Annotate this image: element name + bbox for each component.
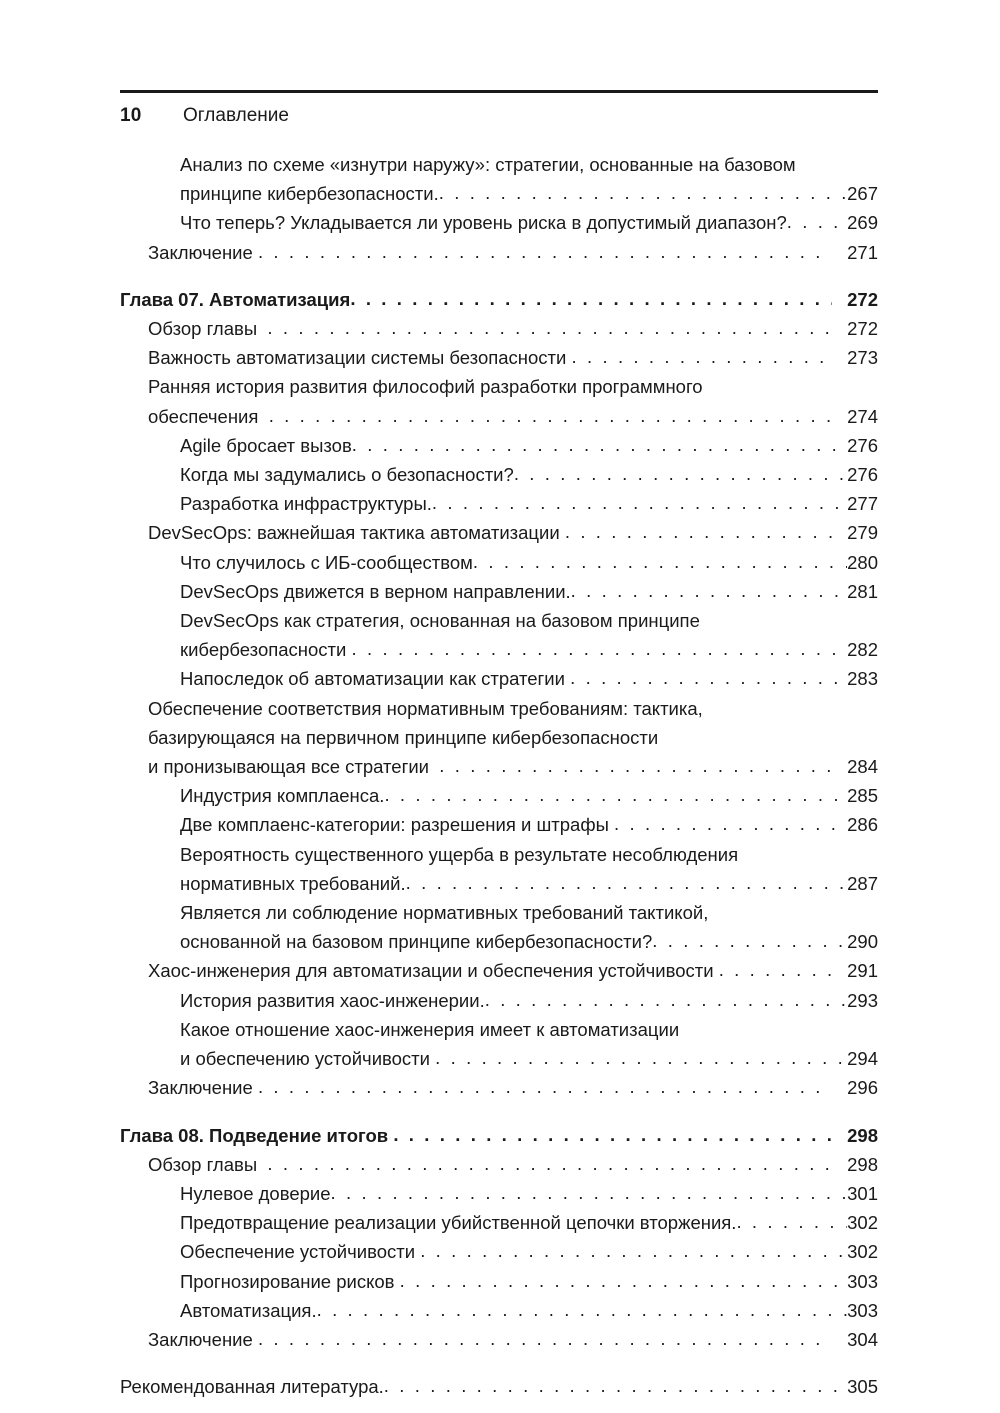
- toc-entry-lastline: [180, 869, 878, 898]
- toc-entry-lastline: [180, 986, 878, 1015]
- toc-entry-page-number: 298: [847, 1153, 878, 1175]
- toc-entry[interactable]: [120, 1267, 878, 1296]
- dot-leader: [439, 751, 832, 780]
- toc-entry-page-number: 287: [847, 872, 878, 894]
- toc-entry-lastline: [180, 1267, 878, 1296]
- dot-leader: [317, 1295, 848, 1324]
- toc-entry-line: DevSecOps как стратегия, основанная на базовом принципе: [180, 610, 700, 632]
- toc-entry-lastline: [180, 1044, 878, 1073]
- dot-leader: [406, 868, 848, 897]
- toc-entry-lastline: [148, 238, 878, 267]
- toc-entry-page-number: 273: [847, 347, 878, 369]
- toc-entry-page-number: 282: [847, 639, 878, 661]
- toc-entry-page-number: 285: [847, 785, 878, 807]
- toc-entry-lastline: [148, 343, 878, 372]
- dot-leader: [393, 1120, 832, 1149]
- toc-entry-lastline: [180, 927, 878, 956]
- toc-entry-page-number: 290: [847, 931, 878, 953]
- toc-entry-page-number: 303: [847, 1299, 878, 1321]
- toc-entry-page-number: 304: [847, 1328, 878, 1350]
- toc-entry-title: кибербезопасности: [180, 639, 352, 661]
- toc-entry-line: Ранняя история развития философий разработки программного: [148, 376, 703, 398]
- toc-entry-title: Заключение: [148, 1328, 258, 1350]
- toc-entry-lastline: [120, 285, 878, 314]
- toc-entry-title: Обзор главы: [148, 1153, 268, 1175]
- toc-entry-title: Разработка инфраструктуры.: [180, 493, 432, 515]
- dot-leader: [473, 547, 847, 576]
- toc-entry-title: DevSecOps: важнейшая тактика автоматизации: [148, 522, 565, 544]
- dot-leader: [269, 401, 832, 430]
- dot-leader: [384, 780, 847, 809]
- dot-leader: [432, 488, 847, 517]
- toc-entry-page-number: 305: [847, 1376, 878, 1398]
- toc-entry-page-number: 296: [847, 1077, 878, 1099]
- toc-entry-page-number: 284: [847, 756, 878, 778]
- dot-leader: [420, 1236, 847, 1265]
- toc-entry-lastline: [148, 518, 878, 547]
- toc-entry[interactable]: [120, 314, 878, 343]
- toc-entry-page-number: 277: [847, 493, 878, 515]
- toc-entry-title: Обеспечение устойчивости: [180, 1241, 421, 1263]
- toc-entry-title: Нулевое доверие: [180, 1182, 331, 1204]
- page-title: Оглавление: [183, 105, 289, 126]
- toc-entry-page-number: 302: [847, 1212, 878, 1234]
- dot-leader: [439, 178, 847, 207]
- toc-entry-lastline: [180, 460, 878, 489]
- toc-entry-lastline: [148, 314, 878, 343]
- toc-entry-lastline: [148, 1073, 878, 1102]
- running-head: [120, 90, 878, 127]
- toc-entry-lastline: [180, 781, 878, 810]
- dot-leader: [652, 926, 847, 955]
- toc-entry-title: принципе кибербезопасности.: [180, 183, 439, 205]
- toc-entry-title: Рекомендованная литература.: [120, 1376, 384, 1398]
- dot-leader: [258, 237, 832, 266]
- toc-entry[interactable]: [120, 1179, 878, 1208]
- toc-entry[interactable]: [120, 1121, 878, 1150]
- dot-leader: [719, 955, 832, 984]
- toc-entry[interactable]: [120, 208, 878, 237]
- dot-leader: [400, 1266, 847, 1295]
- toc-entry-line: Какое отношение хаос-инженерия имеет к автоматизации: [180, 1018, 680, 1040]
- dot-leader: [570, 663, 847, 692]
- toc-entry-line: Анализ по схеме «изнутри наружу»: стратегии, основанные на базовом: [180, 154, 796, 175]
- toc-entry[interactable]: [120, 606, 878, 664]
- toc-entry[interactable]: [120, 1015, 878, 1073]
- toc-entry-title: обеспечения: [148, 405, 269, 427]
- dot-leader: [352, 430, 847, 459]
- toc-entry-title: Автоматизация.: [180, 1299, 317, 1321]
- toc-entry[interactable]: [120, 1208, 878, 1237]
- toc-entry-title: Agile бросает вызов: [180, 434, 352, 456]
- toc-entry[interactable]: [120, 694, 878, 782]
- dot-leader: [565, 517, 832, 546]
- toc-entry-page-number: 269: [847, 212, 878, 234]
- toc-entry-title: Прогнозирование рисков: [180, 1270, 400, 1292]
- toc-entry-page-number: 272: [847, 288, 878, 310]
- toc-entry-page-number: 281: [847, 580, 878, 602]
- toc-entry-lastline: [180, 1179, 878, 1208]
- toc-entry-lastline: [148, 1325, 878, 1354]
- toc-entry-page-number: 293: [847, 989, 878, 1011]
- toc-entry-page-number: 267: [847, 183, 878, 205]
- toc-entry-title: Хаос-инженерия для автоматизации и обеспечения устойчивости: [148, 960, 719, 982]
- toc-entry-page-number: 301: [847, 1182, 878, 1204]
- toc-entry-lastline: [180, 179, 878, 208]
- toc-entry-lastline: [180, 810, 878, 839]
- toc-entry[interactable]: [120, 372, 878, 430]
- dot-leader: [485, 985, 847, 1014]
- toc-entry-page-number: 280: [847, 551, 878, 573]
- dot-leader: [736, 1207, 847, 1236]
- toc-entry-lastline: [148, 752, 878, 781]
- toc-entry-lastline: [180, 664, 878, 693]
- header-rule: [120, 90, 878, 93]
- toc-entry[interactable]: [120, 1150, 878, 1179]
- toc-entry-line: Обеспечение соответствия нормативным требованиям: тактика,: [148, 697, 703, 719]
- toc-entry-page-number: 291: [847, 960, 878, 982]
- dot-leader: [571, 576, 847, 605]
- toc-entry-title: Что случилось с ИБ-сообществом: [180, 551, 473, 573]
- toc-entry[interactable]: [120, 460, 878, 489]
- toc-entry-lastline: [180, 1208, 878, 1237]
- toc-entry-lastline: [120, 1372, 878, 1401]
- toc-entry-lastline: [180, 577, 878, 606]
- dot-leader: [514, 459, 847, 488]
- toc-entry-title: и пронизывающая все стратегии: [148, 756, 440, 778]
- dot-leader: [787, 207, 847, 236]
- toc-entry-title: Что теперь? Укладывается ли уровень риска в допустимый диапазон?: [180, 212, 787, 234]
- toc-entry-title: Индустрия комплаенса.: [180, 785, 385, 807]
- toc-entry-title: DevSecOps движется в верном направлении.: [180, 580, 571, 602]
- toc-entry[interactable]: [120, 1372, 878, 1401]
- toc-entry-lastline: [180, 489, 878, 518]
- toc-entry[interactable]: [120, 285, 878, 314]
- toc-entry[interactable]: [120, 1296, 878, 1325]
- toc-entry-page-number: 283: [847, 668, 878, 690]
- dot-leader: [267, 313, 832, 342]
- toc-entry-page-number: 302: [847, 1241, 878, 1263]
- toc-entry-lastline: [180, 208, 878, 237]
- toc-entry-title: Напоследок об автоматизации как стратегии: [180, 668, 571, 690]
- toc-entry[interactable]: [120, 810, 878, 839]
- toc-entry-page-number: 298: [847, 1124, 878, 1146]
- toc-entry-lastline: [180, 431, 878, 460]
- toc-entry-page-number: 303: [847, 1270, 878, 1292]
- toc-entry-title: Обзор главы: [148, 318, 268, 340]
- header-row: [120, 105, 878, 127]
- toc-entry[interactable]: [120, 1237, 878, 1266]
- toc-entry-lastline: [148, 1150, 878, 1179]
- dot-leader: [572, 342, 833, 371]
- toc-entry[interactable]: [120, 548, 878, 577]
- toc-entry-page-number: 276: [847, 464, 878, 486]
- toc-entry-lastline: [180, 1237, 878, 1266]
- toc-entry-title: Предотвращение реализации убийственной цепочки вторжения.: [180, 1212, 737, 1234]
- toc-list: [120, 150, 878, 1401]
- toc-entry-title: Заключение: [148, 1077, 258, 1099]
- toc-entry-lastline: [180, 548, 878, 577]
- dot-leader: [258, 1072, 832, 1101]
- toc-entry-title: Важность автоматизации системы безопасности: [148, 347, 572, 369]
- toc-entry-page-number: 272: [847, 318, 878, 340]
- toc-entry[interactable]: [120, 343, 878, 372]
- dot-leader: [384, 1371, 847, 1400]
- dot-leader: [258, 1324, 832, 1353]
- toc-entry-page-number: 279: [847, 522, 878, 544]
- toc-entry-title: и обеспечению устойчивости: [180, 1048, 436, 1070]
- toc-entry-page-number: 294: [847, 1048, 878, 1070]
- toc-entry[interactable]: [120, 840, 878, 898]
- toc-entry-lastline: [120, 1121, 878, 1150]
- toc-entry[interactable]: [120, 1325, 878, 1354]
- toc-entry-lastline: [180, 635, 878, 664]
- toc-entry-line: базирующаяся на первичном принципе кибербезопасности: [148, 726, 659, 748]
- dot-leader: [614, 809, 847, 838]
- toc-entry-lastline: [180, 1296, 878, 1325]
- toc-entry[interactable]: [120, 577, 878, 606]
- toc-entry-line: Вероятность существенного ущерба в результате несоблюдения: [180, 843, 739, 865]
- toc-entry-title: Когда мы задумались о безопасности?: [180, 464, 514, 486]
- dot-leader: [331, 1178, 848, 1207]
- toc-entry-title: Глава 08. Подведение итогов: [120, 1124, 394, 1146]
- toc-entry-lastline: [148, 402, 878, 431]
- toc-entry-page-number: 271: [847, 241, 878, 263]
- toc-entry-page-number: 286: [847, 814, 878, 836]
- toc-entry[interactable]: [120, 518, 878, 547]
- dot-leader: [435, 1043, 847, 1072]
- toc-entry-title: Глава 07. Автоматизация: [120, 288, 351, 310]
- toc-entry-title: Заключение: [148, 241, 258, 263]
- toc-entry[interactable]: [120, 898, 878, 956]
- toc-entry[interactable]: [120, 489, 878, 518]
- toc-entry-lastline: [148, 956, 878, 985]
- toc-entry[interactable]: [120, 781, 878, 810]
- toc-entry-title: История развития хаос-инженерии.: [180, 989, 485, 1011]
- dot-leader: [352, 634, 848, 663]
- toc-entry[interactable]: [120, 150, 878, 208]
- toc-entry-line: Является ли соблюдение нормативных требований тактикой,: [180, 902, 709, 924]
- dot-leader: [350, 284, 832, 313]
- toc-entry-title: нормативных требований.: [180, 872, 406, 894]
- toc-entry-title: основанной на базовом принципе кибербезопасности?: [180, 931, 653, 953]
- toc-entry[interactable]: [120, 431, 878, 460]
- toc-entry[interactable]: [120, 986, 878, 1015]
- toc-entry[interactable]: [120, 956, 878, 985]
- page-folio: 10: [120, 105, 142, 126]
- toc-entry[interactable]: [120, 238, 878, 267]
- toc-entry-page-number: 274: [847, 405, 878, 427]
- toc-entry-title: Две комплаенс-категории: разрешения и штрафы: [180, 814, 615, 836]
- toc-entry[interactable]: [120, 664, 878, 693]
- dot-leader: [267, 1149, 832, 1178]
- toc-entry[interactable]: [120, 1073, 878, 1102]
- toc-entry-page-number: 276: [847, 434, 878, 456]
